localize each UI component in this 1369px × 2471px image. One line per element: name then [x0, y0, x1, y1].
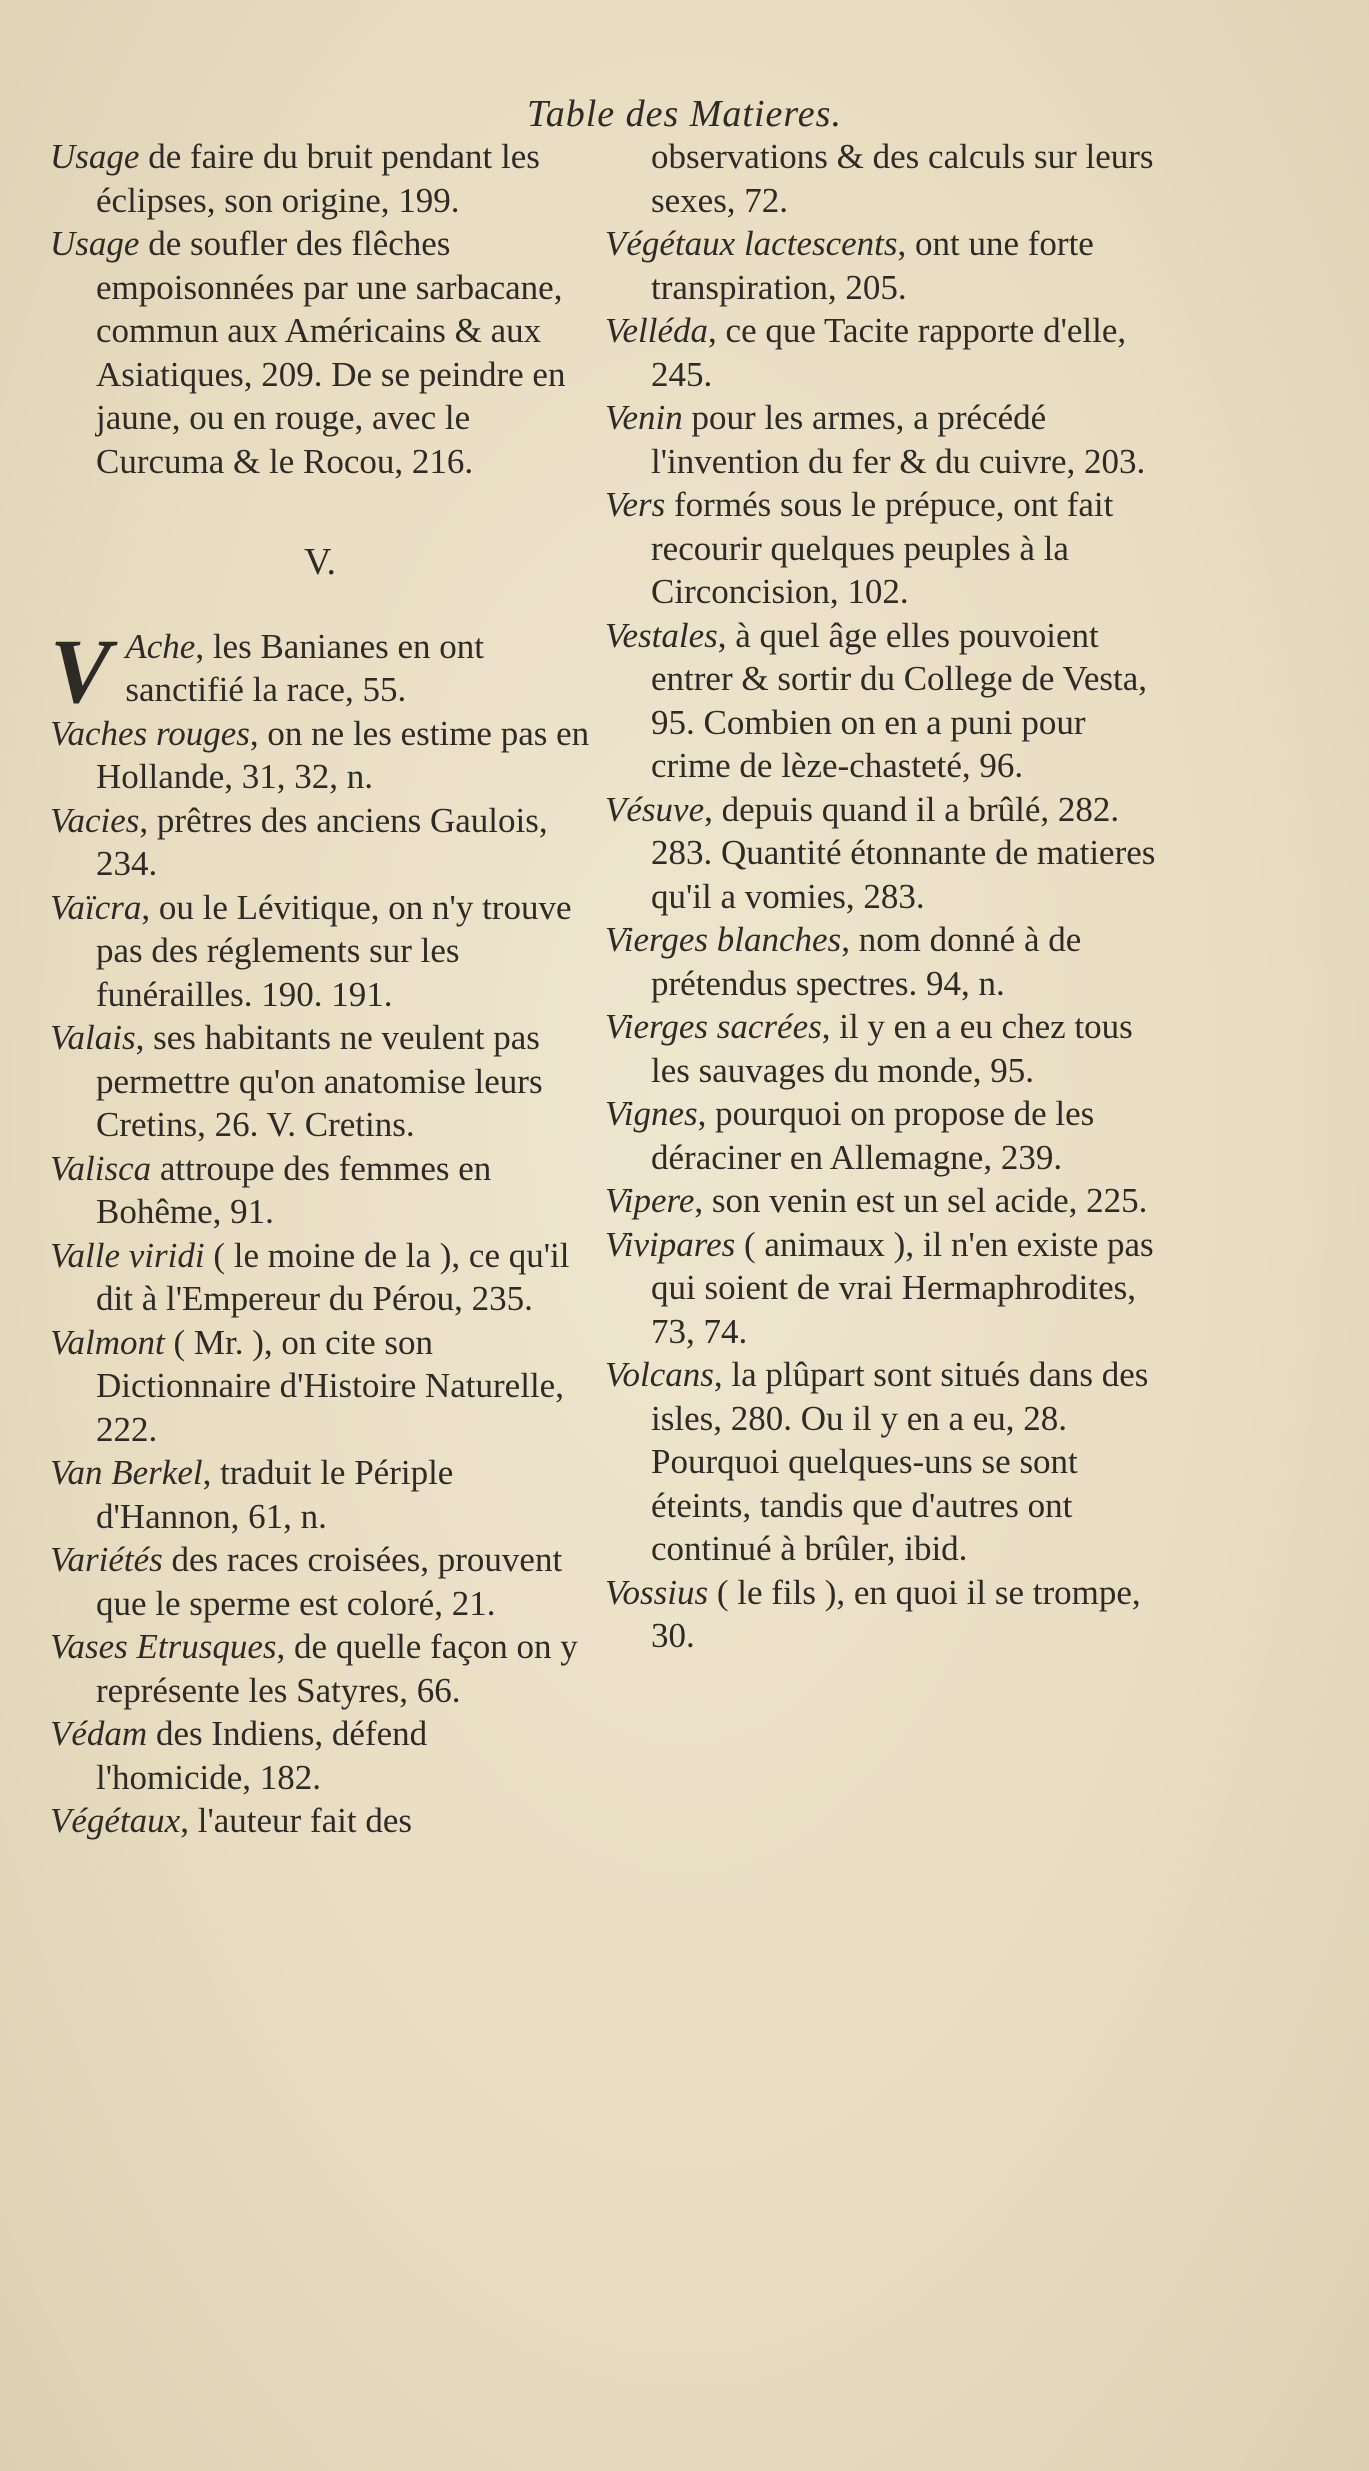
index-entry: Vers formés sous le prépuce, ont fait recourir quelques peuples à la Circoncision, 102. [605, 485, 1114, 611]
index-entry: Valisca attroupe des femmes en Bohême, 91. [50, 1148, 492, 1231]
section-letter: V. [303, 541, 337, 583]
index-entry: Végétaux, l'auteur fait des [50, 1801, 412, 1840]
index-entry: Volcans, la plûpart sont situés dans des isles, 280. Ou il y en a eu, 28. Pourquoi quelques-uns se sont éteints, tandis que d'autres ont continué à brûler, ibid. [605, 1355, 1149, 1568]
drop-cap: V [50, 619, 112, 722]
right-column [605, 135, 1165, 1658]
index-entry: observations & des calculs sur leurs sexes, 72. [651, 137, 1154, 220]
index-entry: Valmont ( Mr. ), on cite son Dictionnaire d'Histoire Naturelle, 222. [50, 1322, 564, 1449]
left-column [50, 135, 590, 1843]
index-entry: Vignes, pourquoi on propose de les déraciner en Allemagne, 239. [605, 1094, 1095, 1177]
index-entry: Variétés des races croisées, prouvent que le sperme est coloré, 21. [50, 1540, 563, 1623]
running-header: Table des Matieres. [527, 93, 842, 135]
index-entry: Vaïcra, ou le Lévitique, on n'y trouve pas des réglements sur les funérailles. 190. 191. [50, 887, 572, 1014]
index-entry: Vivipares ( animaux ), il n'en existe pas qui soient de vrai Hermaphrodites, 73, 74. [605, 1224, 1154, 1351]
index-entry: Vases Etrusques, de quelle façon on y représente les Satyres, 66. [50, 1627, 578, 1710]
index-entry: Venin pour les armes, a précédé l'invention du fer & du cuivre, 203. [605, 398, 1146, 481]
index-entry: Vacies, prêtres des anciens Gaulois, 234. [50, 800, 548, 883]
index-entry: Vaches rouges, on ne les estime pas en Hollande, 31, 32, n. [50, 713, 590, 796]
index-entry: Valle viridi ( le moine de la ), ce qu'il dit à l'Empereur du Pérou, 235. [50, 1235, 570, 1318]
index-entry: Vésuve, depuis quand il a brûlé, 282. 283. Quantité étonnante de matieres qu'il a vomies, 283. [605, 789, 1156, 916]
index-entry: Vestales, à quel âge elles pouvoient entrer & sortir du College de Vesta, 95. Combien on en a puni pour crime de lèze-chasteté, 96. [605, 615, 1148, 785]
index-entry: V Ache, les Banianes en ont sanctifié la race, 55. [50, 619, 485, 722]
index-entry: Vipere, son venin est un sel acide, 225. [605, 1181, 1148, 1220]
index-entry: Valais, ses habitants ne veulent pas permettre qu'on anatomise leurs Cretins, 26. V. Cretins. [50, 1018, 543, 1144]
index-entry: Vierges sacrées, il y en a eu chez tous les sauvages du monde, 95. [605, 1007, 1133, 1090]
index-entry: Vossius ( le fils ), en quoi il se trompe, 30. [605, 1572, 1141, 1655]
index-entry: Van Berkel, traduit le Périple d'Hannon, 61, n. [50, 1453, 454, 1536]
index-entry: Védam des Indiens, défend l'homicide, 182. [50, 1714, 428, 1797]
index-entry: Vierges blanches, nom donné à de prétendus spectres. 94, n. [605, 920, 1082, 1003]
index-entry: Usage de faire du bruit pendant les éclipses, son origine, 199. [50, 137, 540, 220]
index-entry: Usage de soufler des flêches empoisonnées par une sarbacane, commun aux Américains & aux Asiatiques, 209. De se peindre en jaune, ou en rouge, avec le Curcuma & le Rocou, 216. [50, 224, 566, 481]
index-entry: Végétaux lactescents, ont une forte transpiration, 205. [605, 224, 1094, 307]
index-entry: Velléda, ce que Tacite rapporte d'elle, 245. [605, 311, 1127, 394]
